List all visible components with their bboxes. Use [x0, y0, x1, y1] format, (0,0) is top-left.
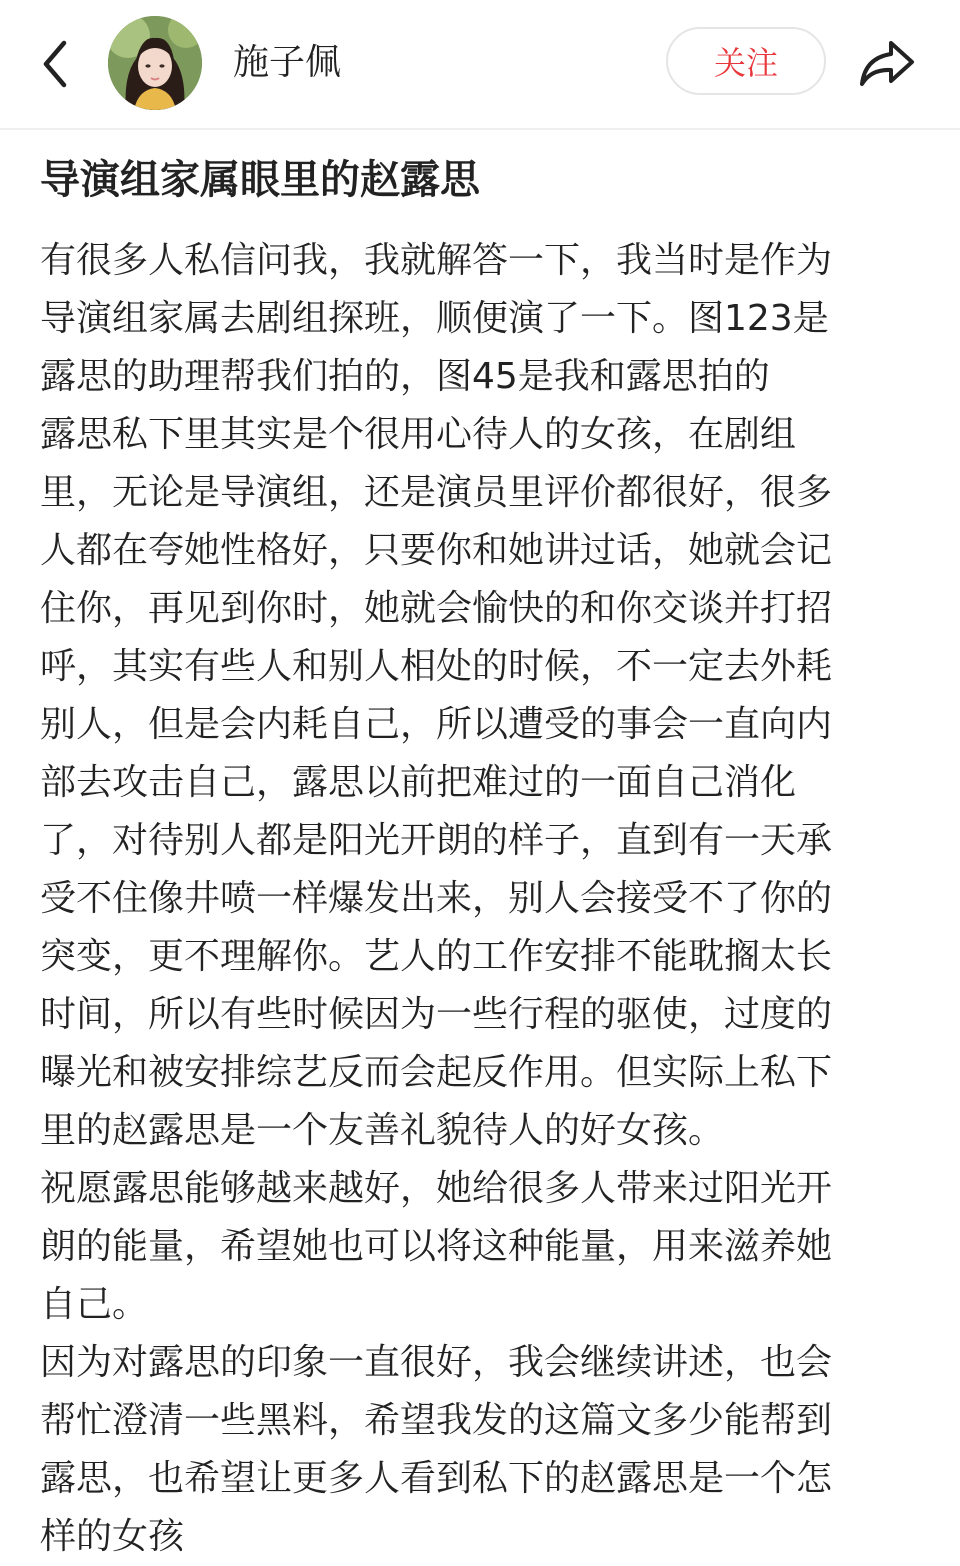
body-line: 人都在夸她性格好，只要你和她讲过话，她就会记 — [40, 530, 833, 571]
body-line: 露思私下里其实是个很用心待人的女孩，在剧组 — [40, 414, 797, 455]
body-line: 自己。 — [40, 1284, 149, 1325]
body-line: 因为对露思的印象一直很好，我会继续讲述，也会 — [40, 1342, 833, 1383]
body-line: 里的赵露思是一个友善礼貌待人的好女孩。 — [40, 1110, 725, 1151]
avatar-image — [108, 16, 202, 110]
avatar[interactable] — [108, 16, 202, 110]
post-body — [40, 232, 930, 1566]
chevron-left-icon — [40, 39, 70, 89]
body-line: 里，无论是导演组，还是演员里评价都很好，很多 — [40, 472, 833, 513]
post-title: 导演组家属眼里的赵露思 — [40, 157, 480, 203]
body-line: 祝愿露思能够越来越好，她给很多人带来过阳光开 — [40, 1168, 833, 1209]
back-button[interactable] — [30, 36, 80, 92]
follow-button[interactable]: 关注 — [666, 27, 826, 95]
body-line: 住你，再见到你时，她就会愉快的和你交谈并打招 — [40, 588, 833, 629]
body-line: 部去攻击自己，露思以前把难过的一面自己消化 — [40, 762, 797, 803]
body-line: 突变，更不理解你。艺人的工作安排不能耽搁太长 — [40, 936, 833, 977]
body-line: 受不住像井喷一样爆发出来，别人会接受不了你的 — [40, 878, 833, 919]
body-line: 别人，但是会内耗自己，所以遭受的事会一直向内 — [40, 704, 833, 745]
share-button[interactable] — [852, 32, 922, 94]
body-line: 时间，所以有些时候因为一些行程的驱使，过度的 — [40, 994, 833, 1035]
body-line: 样的女孩 — [40, 1516, 185, 1557]
body-line: 露思，也希望让更多人看到私下的赵露思是一个怎 — [40, 1458, 833, 1499]
body-line: 帮忙澄清一些黑料，希望我发的这篇文多少能帮到 — [40, 1400, 833, 1441]
body-line: 曝光和被安排综艺反而会起反作用。但实际上私下 — [40, 1052, 833, 1093]
body-line: 露思的助理帮我们拍的，图45是我和露思拍的 — [40, 356, 770, 397]
body-line: 呼，其实有些人和别人相处的时候，不一定去外耗 — [40, 646, 833, 687]
body-line: 有很多人私信问我，我就解答一下，我当时是作为 — [40, 240, 833, 281]
body-line: 导演组家属去剧组探班，顺便演了一下。图123是 — [40, 298, 829, 339]
body-line: 朗的能量，希望她也可以将这种能量，用来滋养她 — [40, 1226, 833, 1267]
share-arrow-icon — [857, 37, 917, 89]
top-bar — [0, 0, 960, 130]
body-line: 了，对待别人都是阳光开朗的样子，直到有一天承 — [40, 820, 833, 861]
author-name[interactable]: 施子佩 — [233, 42, 342, 83]
